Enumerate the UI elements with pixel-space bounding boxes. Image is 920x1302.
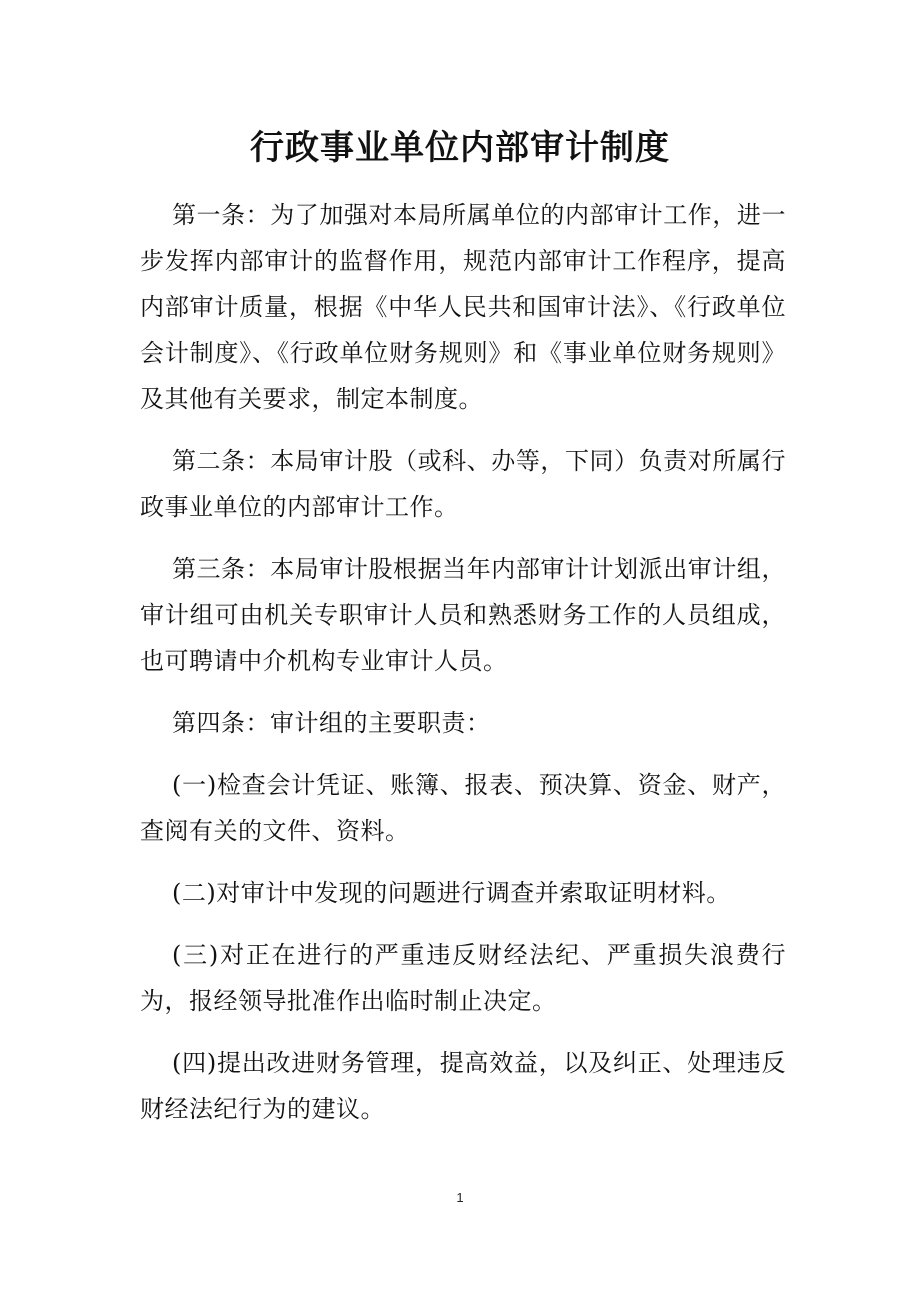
document-title: 行政事业单位内部审计制度 [250,128,670,168]
duty-item-4: (四)提出改进财务管理，提高效益，以及纠正、处理违反财经法纪行为的建议。 [140,1049,786,1123]
duty-item-2: (二)对审计中发现的问题进行调查并索取证明材料。 [172,879,731,907]
article-1-paragraph: 第一条：为了加强对本局所属单位的内部审计工作，进一步发挥内部审计的监督作用，规范内部审计工作程序，提高内部审计质量，根据《中华人民共和国审计法》、《行政单位会计制度》、《行政单位财务规则》和《事业单位财务规则》及其他有关要求，制定本制度。 [140,201,786,413]
article-4-paragraph: 第四条：审计组的主要职责： [172,709,491,737]
duty-item-1: (一)检查会计凭证、账簿、报表、预决算、资金、财产，查阅有关的文件、资料。 [140,771,786,845]
page-number: 1 [456,1190,464,1205]
article-3-paragraph: 第三条：本局审计股根据当年内部审计计划派出审计组，审计组可由机关专职审计人员和熟悉财务工作的人员组成，也可聘请中介机构专业审计人员。 [140,555,786,675]
duty-item-3: (三)对正在进行的严重违反财经法纪、严重损失浪费行为，报经领导批准作出临时制止决定。 [140,941,786,1015]
document-body [140,192,786,1148]
article-2-paragraph: 第二条：本局审计股（或科、办等，下同）负责对所属行政事业单位的内部审计工作。 [140,447,786,521]
